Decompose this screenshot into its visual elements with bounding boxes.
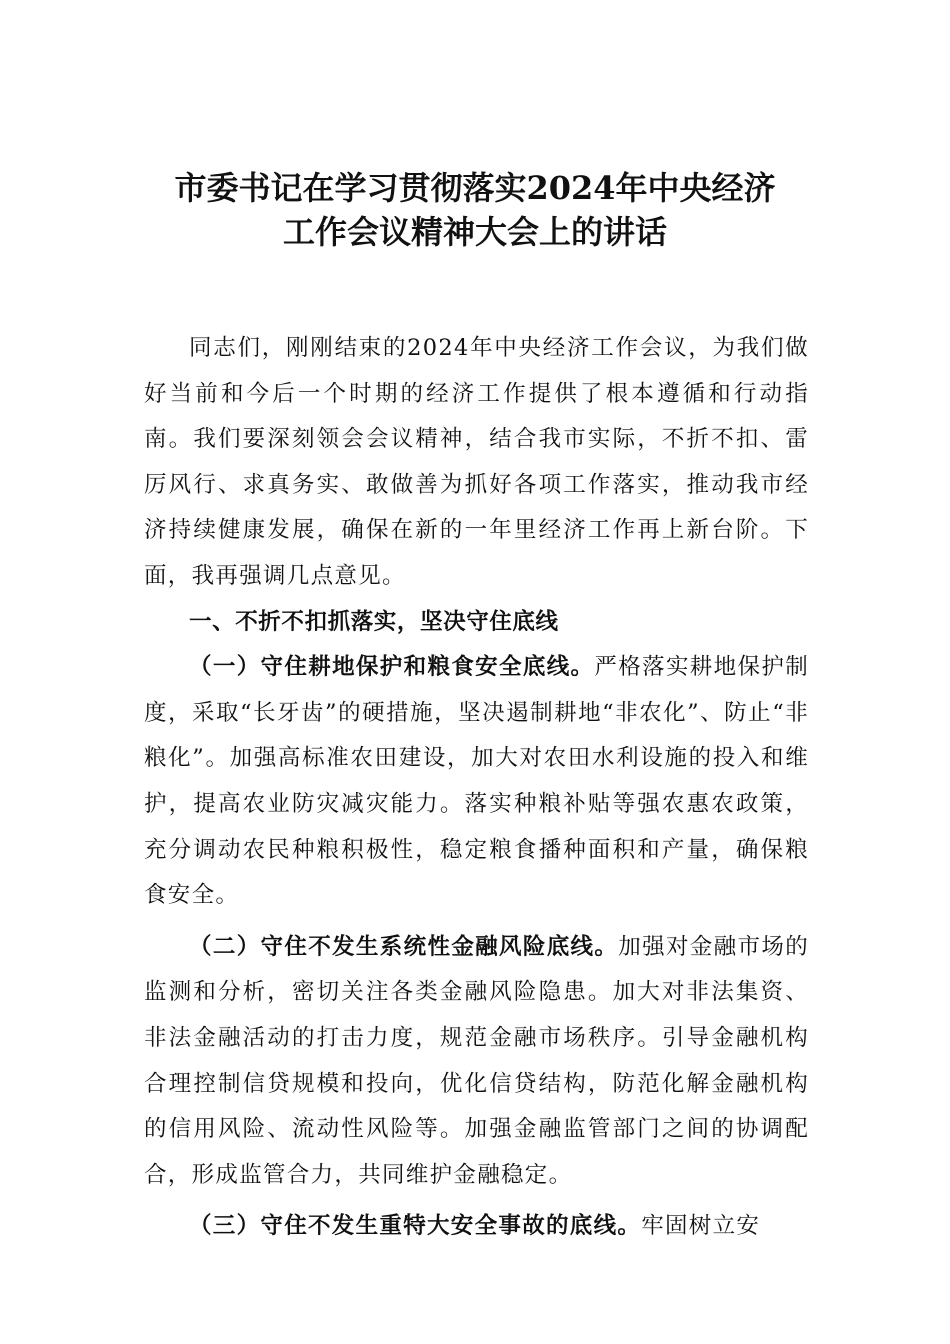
document-title-line2: 工作会议精神大会上的讲话 <box>282 213 667 251</box>
item-lead-2: （二）守住不发生系统性金融风险底线。 <box>189 933 619 960</box>
intro-paragraph: 同志们，刚刚结束的2024年中央经济工作会议，为我们做好当前和今后一个时期的经济工作提供了根本遵循和行动指南。我们要深刻领会会议精神，结合我市实际，不折不扣、雷厉风行、求真务实、敢做善为抓好各项工作落实，推动我市经济持续健康发展，确保在新的一年里经济工作再上新台阶。下面，我再强调几点意见。 <box>144 335 809 589</box>
item-paragraph-3 <box>144 1204 809 1250</box>
section-heading: 一、不折不扣抓落实，坚决守住底线 <box>189 608 559 635</box>
item-paragraph-1 <box>144 645 809 919</box>
item-paragraph-2 <box>144 925 809 1199</box>
item-lead-3: （三）守住不发生重特大安全事故的底线。 <box>189 1213 642 1240</box>
document-body <box>144 326 809 1250</box>
item-body-2: 加强对金融市场的监测和分析，密切关注各类金融风险隐患。加大对非法集资、非法金融活动的打击力度，规范金融市场秩序。引导金融机构合理控制信贷规模和投向，优化信贷结构，防范化解金融机构的信用风险、流动性风险等。加强金融监管部门之间的协调配合，形成监管合力，共同维护金融稳定。 <box>144 933 809 1188</box>
document-title-line1: 市委书记在学习贯彻落实2024年中央经济 <box>174 169 776 207</box>
item-lead-1: （一）守住耕地保护和粮食安全底线。 <box>189 654 595 681</box>
item-body-1: 严格落实耕地保护制度，采取“长牙齿”的硬措施，坚决遏制耕地“非农化”、防止“非粮化”。加强高标准农田建设，加大对农田水利设施的投入和维护，提高农业防灾减灾能力。落实种粮补贴等强农惠农政策，充分调动农民种粮积极性，稳定粮食播种面积和产量，确保粮食安全。 <box>144 654 810 909</box>
item-body-3: 牢固树立安 <box>641 1213 761 1240</box>
